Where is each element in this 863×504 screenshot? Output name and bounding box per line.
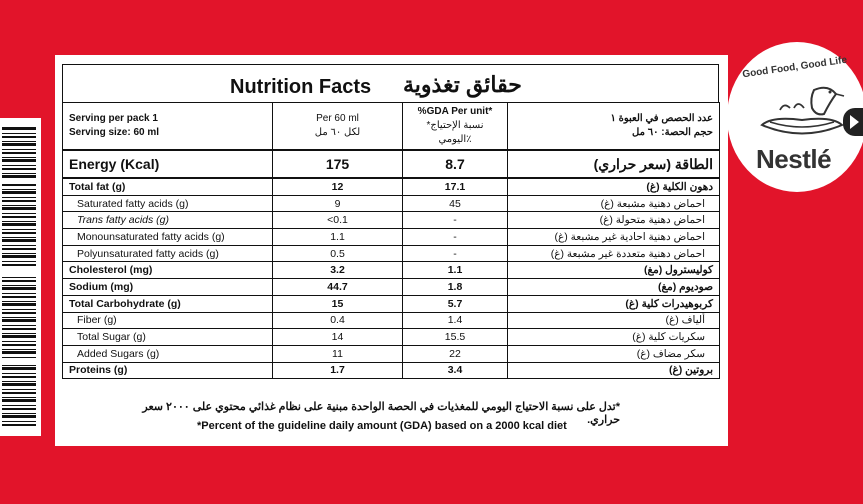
- table-row: Total Sugar (g) 14 15.5 سكريات كلية (غ): [63, 329, 720, 346]
- table-row: Sodium (mg) 44.7 1.8 صوديوم (مغ): [63, 279, 720, 296]
- per-unit-header: Per 60 ml لكل ٦٠ مل: [273, 103, 403, 151]
- title-ar: حقائق تغذوية: [403, 72, 522, 97]
- gda-header: %GDA Per unit* *نسبة الإحتياج اليومي٪: [403, 103, 508, 151]
- table-header-row: [63, 103, 720, 151]
- table-row: Cholesterol (mg) 3.2 1.1 كوليسترول (مغ): [63, 262, 720, 279]
- table-row: Fiber (g) 0.4 1.4 ألياف (غ): [63, 312, 720, 329]
- serving-info-en: Serving per pack 1 Serving size: 60 ml: [63, 103, 273, 151]
- barcode-bars: [2, 126, 36, 426]
- play-icon[interactable]: [843, 108, 863, 136]
- logo-wordmark: Nestlé: [756, 144, 832, 174]
- logo-tagline: Good Food, Good Life: [741, 54, 848, 81]
- table-row: Polyunsaturated fatty acids (g) 0.5 - احماض دهنية متعددة غير مشبعة (غ): [63, 245, 720, 262]
- title-en: Nutrition Facts: [230, 76, 372, 98]
- barcode: [0, 118, 41, 436]
- table-row: Total Carbohydrate (g) 15 5.7 كربوهيدرات كلية (غ): [63, 295, 720, 312]
- table-row: Trans fatty acids (g) <0.1 - احماض دهنية متحولة (غ): [63, 212, 720, 229]
- serving-info-ar: عدد الحصص في العبوة ١ حجم الحصة: ٦٠ مل: [508, 103, 720, 151]
- footnote-en: *Percent of the guideline daily amount (GDA) based on a 2000 kcal diet: [197, 420, 567, 432]
- table-row: Proteins (g) 1.7 3.4 بروتين (غ): [63, 362, 720, 379]
- table-row: Added Sugars (g) 11 22 سكر مضاف (غ): [63, 345, 720, 362]
- footnote-ar: *تدل على نسبة الاحتياج اليومي للمغذيات في الحصة الواحدة مبنية على نظام غذائي محتوي على ٢٠٠٠ سعر حراري.: [142, 401, 620, 426]
- title-row: [62, 64, 719, 102]
- table-row: Total fat (g) 12 17.1 دهون الكلية (غ): [63, 178, 720, 195]
- table-row: Monounsaturated fatty acids (g) 1.1 - احماض دهنية احادية غير مشبعة (غ): [63, 229, 720, 246]
- nest-birds-icon: [752, 80, 852, 140]
- nutrition-table: [62, 102, 720, 379]
- table-row-energy: Energy (Kcal) 175 8.7 الطاقة (سعر حراري): [63, 150, 720, 178]
- table-row: Saturated fatty acids (g) 9 45 احماض دهنية مشبعة (غ): [63, 195, 720, 212]
